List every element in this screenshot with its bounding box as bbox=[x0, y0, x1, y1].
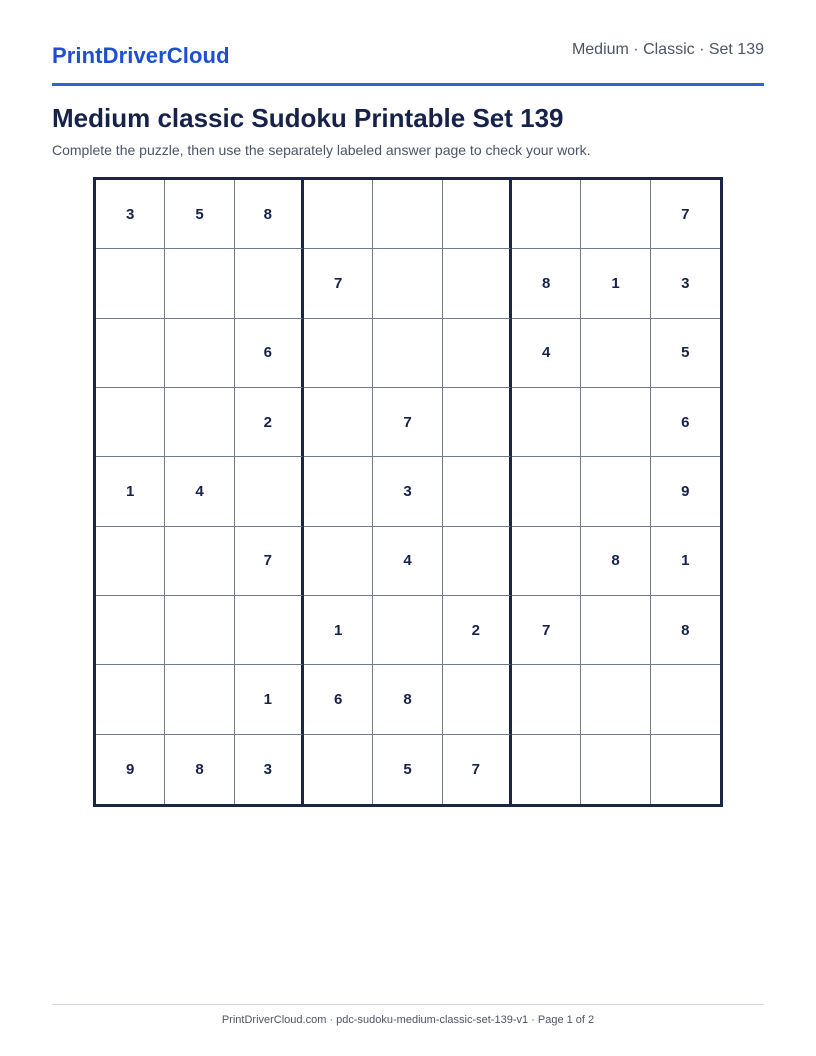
sudoku-cell: 1 bbox=[651, 527, 720, 596]
sudoku-cell: 4 bbox=[373, 527, 442, 596]
sudoku-cell: 3 bbox=[373, 457, 442, 526]
sudoku-cell bbox=[373, 249, 442, 318]
sudoku-cell bbox=[165, 319, 234, 388]
sudoku-cell bbox=[443, 457, 512, 526]
page-subtitle: Complete the puzzle, then use the separately labeled answer page to check your work. bbox=[52, 142, 591, 158]
sudoku-cell: 7 bbox=[304, 249, 373, 318]
sudoku-cell: 5 bbox=[651, 319, 720, 388]
sudoku-cell bbox=[165, 249, 234, 318]
sudoku-cell bbox=[165, 527, 234, 596]
sudoku-cell: 9 bbox=[96, 735, 165, 804]
sudoku-cell bbox=[581, 319, 650, 388]
sudoku-cell bbox=[512, 735, 581, 804]
sudoku-cell bbox=[235, 596, 304, 665]
sudoku-cell bbox=[651, 665, 720, 734]
page-footer: PrintDriverCloud.com · pdc-sudoku-medium-classic-set-139-v1 · Page 1 of 2 bbox=[221, 1014, 595, 1026]
sudoku-cell bbox=[304, 527, 373, 596]
sudoku-cell bbox=[304, 319, 373, 388]
sudoku-cell bbox=[165, 388, 234, 457]
sudoku-cell: 8 bbox=[373, 665, 442, 734]
sudoku-cell bbox=[443, 527, 512, 596]
sudoku-cell: 1 bbox=[304, 596, 373, 665]
sudoku-cell bbox=[581, 665, 650, 734]
sudoku-cell bbox=[581, 457, 650, 526]
sudoku-cell: 2 bbox=[443, 596, 512, 665]
sudoku-cell bbox=[304, 735, 373, 804]
sudoku-cell bbox=[304, 457, 373, 526]
sudoku-cell bbox=[96, 527, 165, 596]
sudoku-cell: 8 bbox=[581, 527, 650, 596]
footer-divider bbox=[52, 1004, 764, 1005]
brand-logo-text: PrintDriverCloud bbox=[52, 43, 230, 68]
sudoku-cell: 9 bbox=[651, 457, 720, 526]
sudoku-cell: 3 bbox=[651, 249, 720, 318]
sudoku-cell: 8 bbox=[165, 735, 234, 804]
puzzle-meta: Medium · Classic · Set 139 bbox=[571, 41, 764, 58]
sudoku-cell: 6 bbox=[651, 388, 720, 457]
sudoku-cell bbox=[443, 665, 512, 734]
page-title: Medium classic Sudoku Printable Set 139 bbox=[52, 103, 564, 133]
sudoku-cell bbox=[96, 249, 165, 318]
sudoku-cell: 3 bbox=[235, 735, 304, 804]
sudoku-cell: 7 bbox=[373, 388, 442, 457]
sudoku-cell bbox=[512, 457, 581, 526]
sudoku-grid bbox=[93, 177, 723, 807]
sudoku-cell bbox=[165, 665, 234, 734]
sudoku-cell: 5 bbox=[373, 735, 442, 804]
sudoku-cell: 1 bbox=[581, 249, 650, 318]
sudoku-cell bbox=[373, 596, 442, 665]
sudoku-cell: 1 bbox=[235, 665, 304, 734]
page-header bbox=[52, 0, 764, 86]
sudoku-cell bbox=[96, 319, 165, 388]
sudoku-cell bbox=[443, 388, 512, 457]
sudoku-cell bbox=[443, 319, 512, 388]
sudoku-cell bbox=[512, 388, 581, 457]
sudoku-cell bbox=[96, 665, 165, 734]
sudoku-cell bbox=[581, 180, 650, 249]
sudoku-cell bbox=[165, 596, 234, 665]
sudoku-cell: 2 bbox=[235, 388, 304, 457]
sudoku-cell: 6 bbox=[304, 665, 373, 734]
sudoku-cell: 4 bbox=[512, 319, 581, 388]
sudoku-cell bbox=[96, 388, 165, 457]
sudoku-cell bbox=[235, 457, 304, 526]
sudoku-cell bbox=[512, 180, 581, 249]
sudoku-cell: 7 bbox=[235, 527, 304, 596]
sudoku-cell bbox=[581, 596, 650, 665]
sudoku-cell bbox=[512, 665, 581, 734]
sudoku-cell: 7 bbox=[651, 180, 720, 249]
sudoku-cell: 7 bbox=[443, 735, 512, 804]
sudoku-cell bbox=[96, 596, 165, 665]
sudoku-cell bbox=[443, 249, 512, 318]
sudoku-cell bbox=[304, 180, 373, 249]
sudoku-cell: 6 bbox=[235, 319, 304, 388]
sudoku-cell: 8 bbox=[651, 596, 720, 665]
sudoku-cell: 4 bbox=[165, 457, 234, 526]
sudoku-cell: 3 bbox=[96, 180, 165, 249]
sudoku-cell: 5 bbox=[165, 180, 234, 249]
sudoku-cell: 1 bbox=[96, 457, 165, 526]
sudoku-cell bbox=[373, 180, 442, 249]
sudoku-cell bbox=[651, 735, 720, 804]
sudoku-cell bbox=[581, 388, 650, 457]
sudoku-cell: 8 bbox=[512, 249, 581, 318]
sudoku-cell bbox=[304, 388, 373, 457]
sudoku-cell: 8 bbox=[235, 180, 304, 249]
sudoku-cell: 7 bbox=[512, 596, 581, 665]
sudoku-cell bbox=[235, 249, 304, 318]
sudoku-cell bbox=[512, 527, 581, 596]
sudoku-cell bbox=[443, 180, 512, 249]
sudoku-cell bbox=[373, 319, 442, 388]
sudoku-cell bbox=[581, 735, 650, 804]
